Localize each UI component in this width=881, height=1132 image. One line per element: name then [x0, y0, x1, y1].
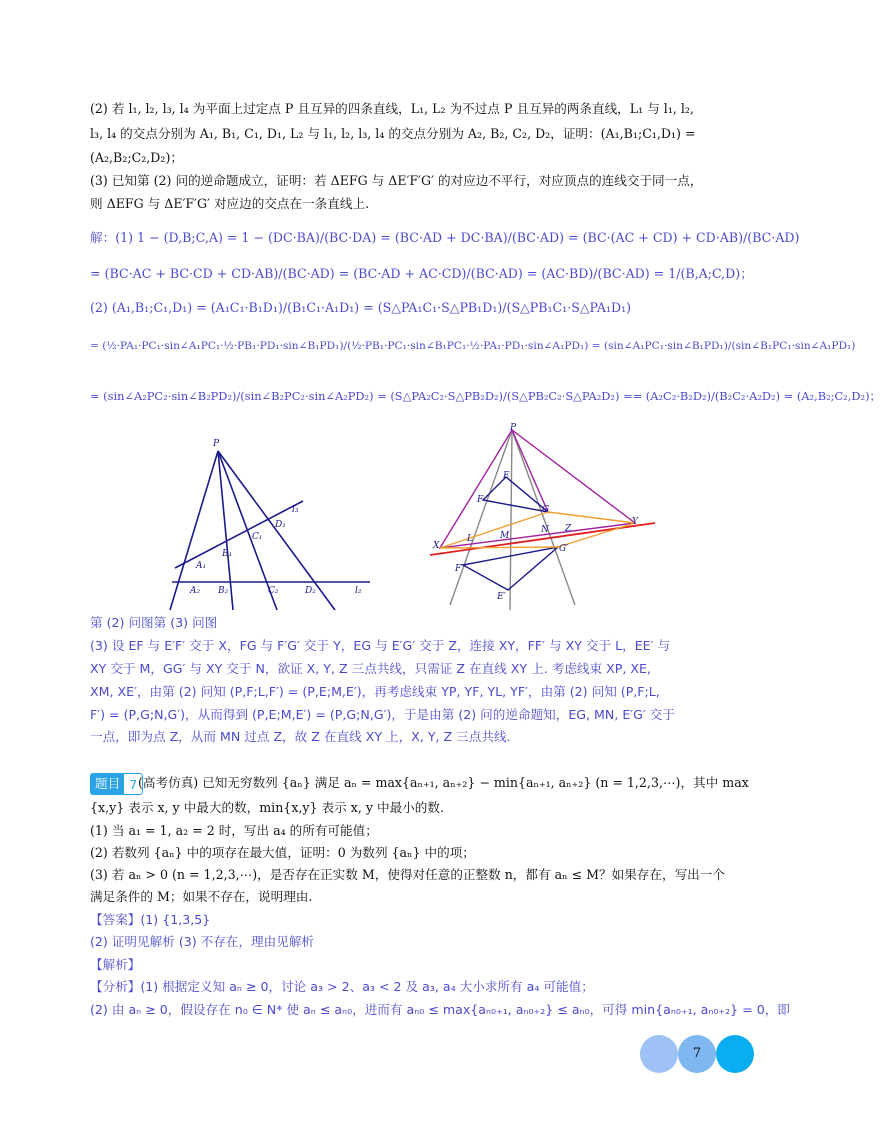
page-number: 7: [678, 1035, 716, 1073]
page-circle-right: [716, 1035, 754, 1073]
fig1-label-P: P: [213, 439, 220, 449]
solution-row4: = (½·PA₁·PC₁·sin∠A₁PC₁·½·PB₁·PD₁·sin∠B₁PD₁)/(½·PB₁·PC₁·sin∠B₁PC₁·½·PA₁·PD₁·sin∠A₁PD₁) = (sin∠A₁PC₁·sin∠B₁PD₁)/(sin∠B₁PC₁·sin∠A₁PD₁): [90, 340, 856, 352]
problem-part3-line1: (3) 已知第 (2) 问的逆命题成立，证明：若 ΔEFG 与 ΔE′F′G′ 的对应边不平行，对应顶点的连线交于同一点，: [90, 173, 703, 188]
page-circle-left: [640, 1035, 678, 1073]
fig2-label-E: E: [503, 471, 510, 481]
fig2-label-E-prime: E′: [497, 592, 506, 602]
q7-line6: 满足条件的 M；如果不存在，说明理由.: [90, 889, 313, 904]
q7-line1: (高考仿真) 已知无穷数列 {aₙ} 满足 aₙ = max{aₙ₊₁, aₙ₊₂} − min{aₙ₊₁, aₙ₊₂} (n = 1,2,3,⋯)，其中 max: [138, 775, 749, 790]
fig2-label-G-prime: G′: [559, 544, 569, 554]
fig1-label-B1: B₁: [222, 549, 233, 559]
solution-row1: 解：(1) 1 − (D,B;C,A) = 1 − (DC·BA)/(BC·DA) = (BC·AD + DC·BA)/(BC·AD) = (BC·(AC + CD) + CD·AB)/(BC·AD): [90, 230, 800, 245]
fig1-label-D1: D₁: [275, 520, 286, 530]
fig2-label-Y: Y: [632, 517, 638, 527]
proof3-line1: (3) 设 EF 与 E′F′ 交于 X，FG 与 F′G′ 交于 Y，EG 与 E′G′ 交于 Z，连接 XY，FF′ 与 XY 交于 L，EE′ 与: [90, 638, 671, 653]
fig2-label-X: X: [433, 541, 440, 551]
fig1-label-C1: C₁: [252, 532, 263, 542]
fig2-label-M: M: [500, 531, 510, 541]
fig1-label-A2: A₂: [190, 586, 201, 596]
fig1-label-B2: B₂: [218, 586, 229, 596]
proof3-line5: 一点，即为点 Z，从而 MN 过点 Z，故 Z 在直线 XY 上，X, Y, Z 三点共线.: [90, 729, 511, 744]
fig2-label-L: L: [467, 534, 473, 544]
question-tag-number: 7: [129, 776, 138, 792]
answer-line2: (2) 证明见解析 (3) 不存在，理由见解析: [90, 934, 315, 949]
analysis-line2: (2) 由 aₙ ≥ 0，假设存在 n₀ ∈ N* 使 aₙ ≤ aₙ₀，进而有 aₙ₀ ≤ max{aₙ₀₊₁, aₙ₀₊₂} ≤ aₙ₀，可得 min{aₙ₀₊₁, aₙ₀₊₂} = 0，即: [90, 1002, 790, 1017]
fig1-label-A1: A₁: [196, 561, 207, 571]
figure-desargues: [430, 420, 660, 610]
fig2-label-N: N: [541, 525, 549, 535]
fig2-label-F-prime: F′: [455, 564, 464, 574]
problem-part2-line3: (A₂,B₂;C₂,D₂)；: [90, 150, 183, 165]
answer-line: 【答案】(1) {1,3,5}: [90, 912, 211, 927]
fig2-label-F: F: [477, 495, 484, 505]
q7-line2: {x,y} 表示 x, y 中最大的数，min{x,y} 表示 x, y 中最小的数.: [90, 800, 444, 815]
solution-row2: = (BC·AC + BC·CD + CD·AB)/(BC·AD) = (BC·AD + AC·CD)/(BC·AD) = (AC·BD)/(BC·AD) = 1/(B,A;C,D)；: [90, 266, 753, 281]
fig2-label-G: G: [542, 505, 550, 515]
proof3-line3: XM, XE′，由第 (2) 问知 (P,F;L,F′) = (P,E;M,E′)，再考虑线束 YP, YF, YL, YF′，由第 (2) 问知 (P,F;L,: [90, 684, 660, 699]
figure-caption: 第 (2) 问图第 (3) 问图: [90, 615, 218, 630]
fig2-label-Z: Z: [565, 524, 572, 534]
fig1-label-l3: l₃: [292, 505, 299, 515]
q7-line3: (1) 当 a₁ = 1, a₂ = 2 时，写出 a₄ 的所有可能值；: [90, 823, 378, 838]
solution-row5: = (sin∠A₂PC₂·sin∠B₂PD₂)/(sin∠B₂PC₂·sin∠A₂PD₂) = (S△PA₂C₂·S△PB₂D₂)/(S△PB₂C₂·S△PA₂D₂) == (A₂C₂·B₂D₂)/(B₂C₂·A₂D₂) = (A₂,B₂;C₂,D₂)；: [90, 389, 881, 403]
fig1-label-C2: C₂: [268, 586, 279, 596]
proof3-line2: XY 交于 M，GG′ 与 XY 交于 N，欲证 X, Y, Z 三点共线，只需证 Z 在直线 XY 上. 考虑线束 XP, XE,: [90, 661, 651, 676]
solution-row3: (2) (A₁,B₁;C₁,D₁) = (A₁C₁·B₁D₁)/(B₁C₁·A₁D₁) = (S△PA₁C₁·S△PB₁D₁)/(S△PB₁C₁·S△PA₁D₁): [90, 300, 632, 315]
problem-part3-line2: 则 ΔEFG 与 ΔE′F′G′ 对应边的交点在一条直线上.: [90, 196, 370, 211]
problem-part2-line1: (2) 若 l₁, l₂, l₃, l₄ 为平面上过定点 P 且互异的四条直线，L₁, L₂ 为不过点 P 且互异的两条直线，L₁ 与 l₁, l₂,: [90, 101, 694, 116]
analysis-heading: 【解析】: [90, 957, 141, 972]
q7-line5: (3) 若 aₙ > 0 (n = 1,2,3,⋯)，是否存在正实数 M，使得对任意的正整数 n，都有 aₙ ≤ M？如果存在，写出一个: [90, 867, 725, 882]
figure-pencil-of-lines: [160, 435, 380, 610]
analysis-line1: 【分析】(1) 根据定义知 aₙ ≥ 0，讨论 a₃ > 2、a₃ < 2 及 a₃, a₄ 大小求所有 a₄ 可能值；: [90, 979, 594, 994]
proof3-line4: F′) = (P,G;N,G′)，从而得到 (P,E;M,E′) = (P,G;N,G′)，于是由第 (2) 问的逆命题知，EG, MN, E′G′ 交于: [90, 707, 675, 722]
question-tag-label: 题目: [91, 774, 124, 794]
q7-line4: (2) 若数列 {aₙ} 中的项存在最大值，证明：0 为数列 {aₙ} 中的项；: [90, 845, 475, 860]
problem-part2-line2: l₃, l₄ 的交点分别为 A₁, B₁, C₁, D₁, L₂ 与 l₁, l₂, l₃, l₄ 的交点分别为 A₂, B₂, C₂, D₂，证明：(A₁,B₁;C₁,D₁) =: [90, 126, 696, 141]
question-tag: [90, 773, 143, 795]
fig2-label-P: P: [510, 423, 517, 433]
fig1-label-l2: l₂: [355, 586, 362, 596]
fig1-label-D2: D₂: [305, 586, 316, 596]
